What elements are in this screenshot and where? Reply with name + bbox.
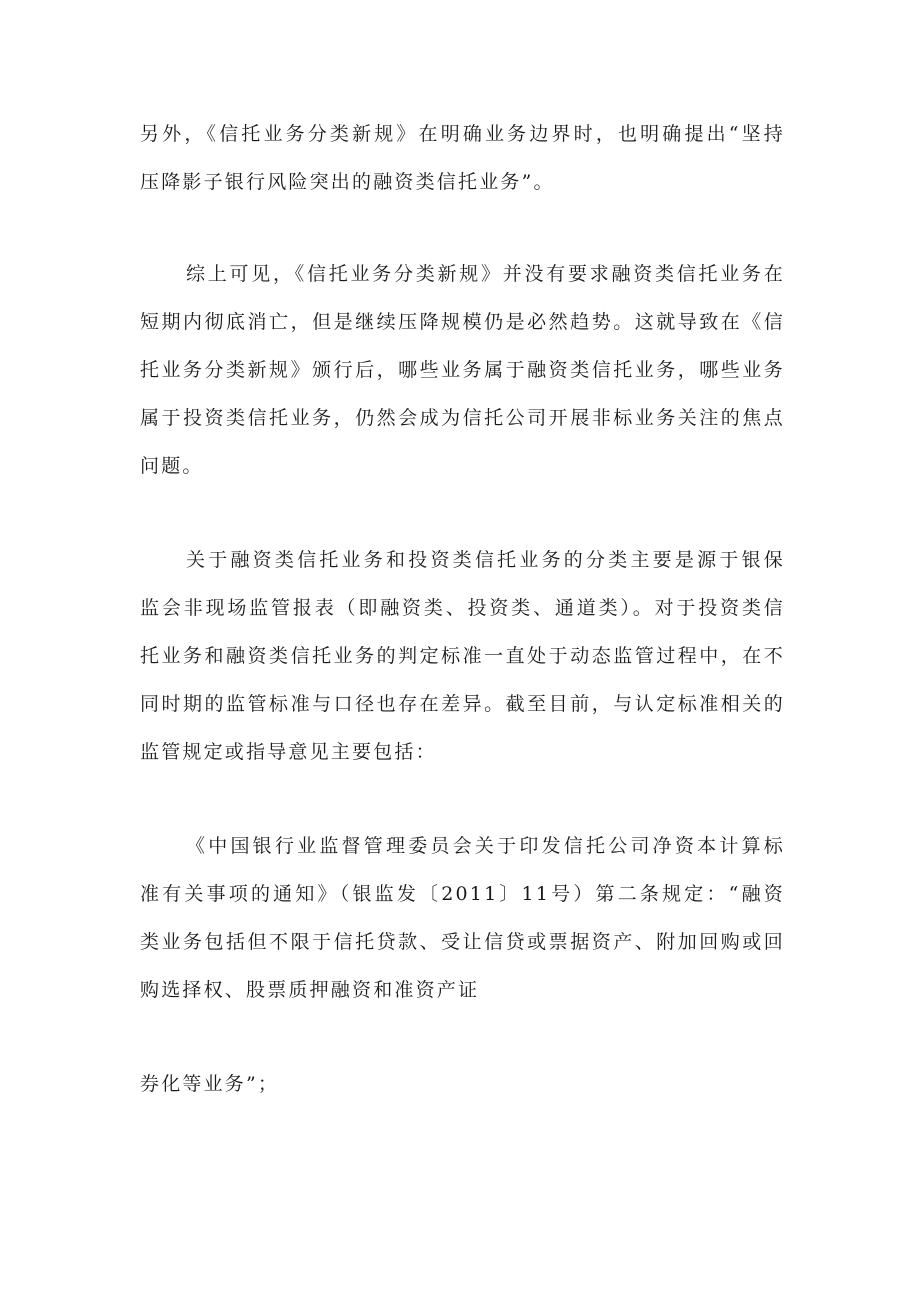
paragraph-4 — [140, 822, 785, 1014]
paragraph-line: 属于投资类信托业务，仍然会成为信托公司开展非标业务关注的焦点 — [140, 407, 785, 429]
paragraph-line: 券化等业务”； — [140, 1073, 280, 1095]
paragraph-line: 短期内彻底消亡，但是继续压降规模仍是必然趋势。这就导致在《信 — [140, 311, 785, 333]
paragraph-line: 托业务分类新规》颁行后，哪些业务属于融资类信托业务，哪些业务 — [140, 359, 785, 381]
paragraph-line: 购选择权、股票质押融资和准资产证 — [140, 979, 480, 1001]
paragraph-line: 类业务包括但不限于信托贷款、受让信贷或票据资产、附加回购或回 — [140, 931, 785, 953]
paragraph-line: 同时期的监管标准与口径也存在差异。截至目前，与认定标准相关的 — [140, 693, 785, 715]
paragraph-line: 准有关事项的通知》（银监发〔2011〕11号）第二条规定：“融资 — [140, 883, 785, 905]
paragraph-line: 问题。 — [140, 455, 204, 477]
paragraph-1 — [140, 110, 785, 206]
paragraph-line: 《中国银行业监督管理委员会关于印发信托公司净资本计算标 — [186, 835, 785, 857]
paragraph-line: 监管规定或指导意见主要包括： — [140, 741, 437, 763]
paragraph-3 — [140, 536, 785, 776]
paragraph-line: 综上可见，《信托业务分类新规》并没有要求融资类信托业务在 — [186, 263, 785, 285]
paragraph-line: 关于融资类信托业务和投资类信托业务的分类主要是源于银保 — [186, 549, 785, 571]
paragraph-2 — [140, 250, 785, 490]
paragraph-5 — [140, 1060, 785, 1108]
paragraph-line: 托业务和融资类信托业务的判定标准一直处于动态监管过程中，在不 — [140, 645, 785, 667]
paragraph-line: 压降影子银行风险突出的融资类信托业务”。 — [140, 171, 555, 193]
paragraph-line: 监会非现场监管报表（即融资类、投资类、通道类）。对于投资类信 — [140, 597, 785, 619]
paragraph-line: 另外，《信托业务分类新规》在明确业务边界时，也明确提出“坚持 — [140, 123, 785, 145]
